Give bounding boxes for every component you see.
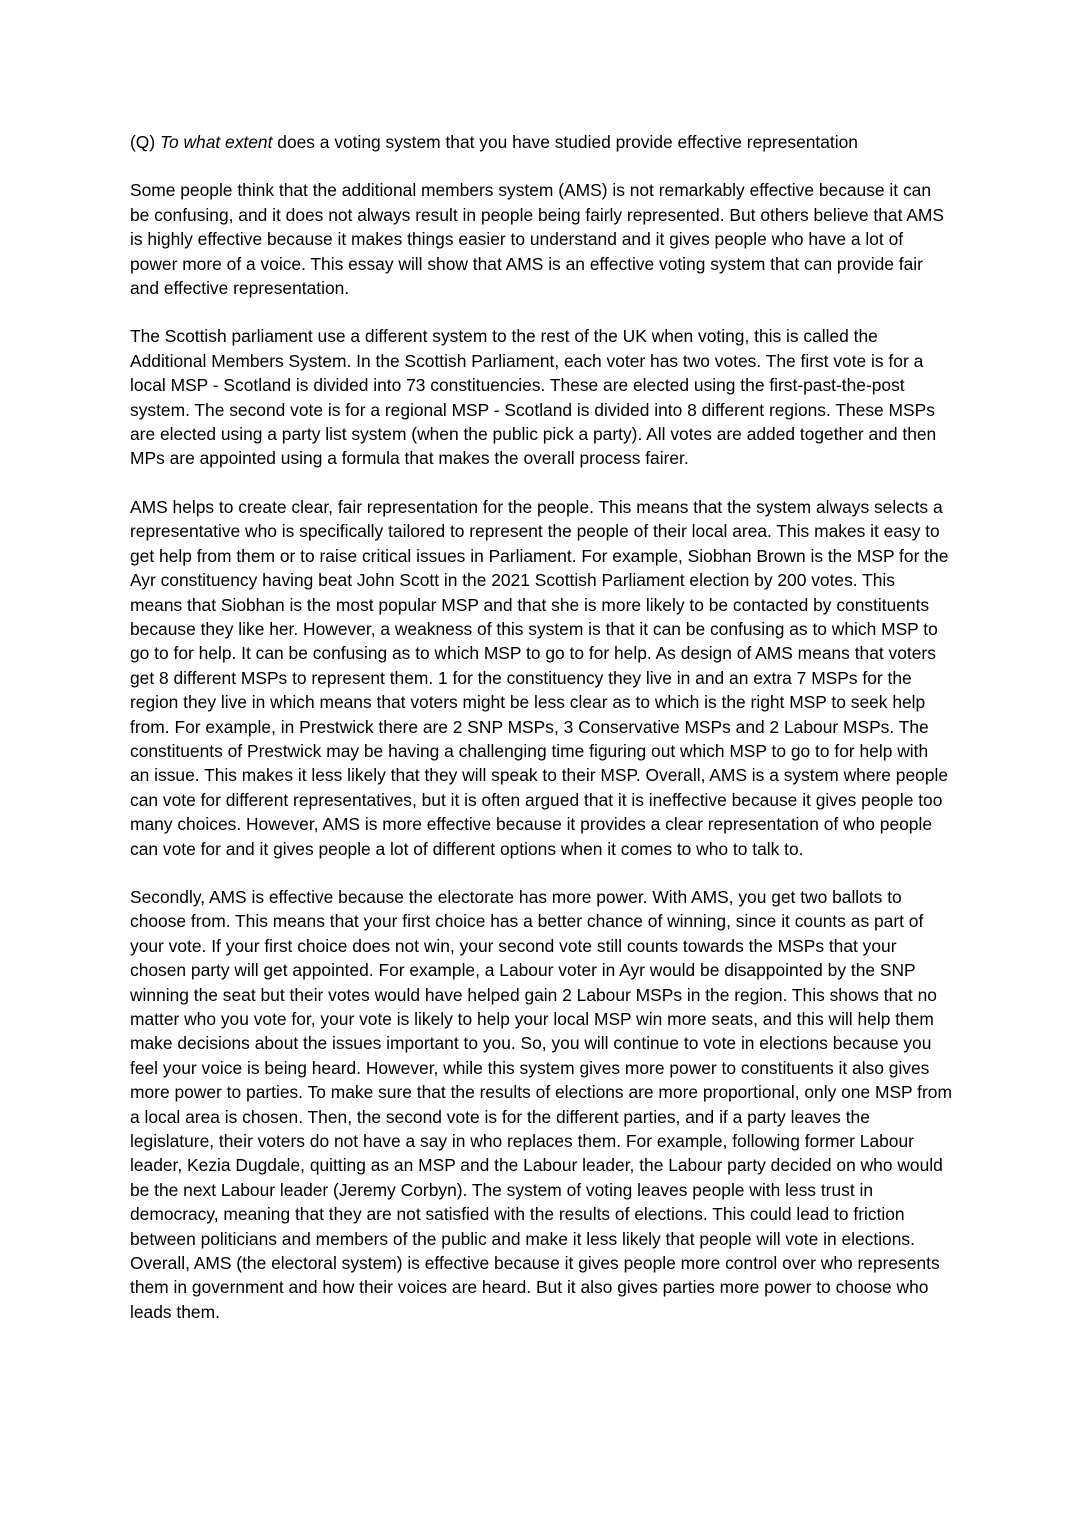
question-prefix: (Q) (130, 132, 160, 152)
paragraph-introduction: Some people think that the additional members system (AMS) is not remarkably effective because it can be confusing, and it does not always result in people being fairly represented. But others believe that AMS is highly effective because it makes things easier to understand and it gives people who have a lot of power more of a voice. This essay will show that AMS is an effective voting system that can provide fair and effective representation. (130, 180, 944, 299)
paragraph-representation: AMS helps to create clear, fair representation for the people. This means that the system always selects a representative who is specifically tailored to represent the people of their local area. This makes it easy to get help from them or to raise critical issues in Parliament. For example, Siobhan Brown is the MSP for the Ayr constituency having beat John Scott in the 2021 Scottish Parliament election by 200 votes. This means that Siobhan is the most popular MSP and that she is more likely to be contacted by constituents because they like her. However, a weakness of this system is that it can be confusing as to which MSP to go to for help. It can be confusing as to which MSP to go to for help. As design of AMS means that voters get 8 different MSPs to represent them. 1 for the constituency they live in and an extra 7 MSPs for the region they live in which means that voters might be less clear as to which is the right MSP to seek help from. For example, in Prestwick there are 2 SNP MSPs, 3 Conservative MSPs and 2 Labour MSPs. The constituents of Prestwick may be having a challenging time figuring out which MSP to go to for help with an issue. This makes it less likely that they will speak to their MSP. Overall, AMS is a system where people can vote for different representatives, but it is often argued that it is ineffective because it gives people too many choices. However, AMS is more effective because it provides a clear representation of who people can vote for and it gives people a lot of different options when it comes to who to talk to. (130, 496, 949, 859)
paragraph-electorate-power: Secondly, AMS is effective because the electorate has more power. With AMS, you get two ballots to choose from. This means that your first choice has a better chance of winning, since it counts as part of your vote. If your first choice does not win, your second vote still counts towards the MSPs that your chosen party will get appointed. For example, a Labour voter in Ayr would be disappointed by the SNP winning the seat but their votes would have helped gain 2 Labour MSPs in the region. This shows that no matter who you vote for, your vote is likely to help your local MSP win more seats, and this will help them make decisions about the issues important to you. So, you will continue to vote in elections because you feel your voice is being heard. However, while this system gives more power to constituents it also gives more power to parties. To make sure that the results of elections are more proportional, only one MSP from a local area is chosen. Then, the second vote is for the different parties, and if a party leaves the legislature, their voters do not have a say in who replaces them. For example, following former Labour leader, Kezia Dugdale, quitting as an MSP and the Labour leader, the Labour party decided on who would be the next Labour leader (Jeremy Corbyn). The system of voting leaves people with less trust in democracy, meaning that they are not satisfied with the results of elections. This could lead to friction between politicians and members of the public and make it less likely that people will vote in elections. Overall, AMS (the electoral system) is effective because it gives people more control over who represents them in government and how their voices are heard. But it also gives parties more power to choose who leads them. (130, 886, 952, 1322)
question-emphasis: To what extent (159, 132, 273, 152)
paragraph-background: The Scottish parliament use a different system to the rest of the UK when voting, this is called the Additional Members System. In the Scottish Parliament, each voter has two votes. The first vote is for a local MSP - Scotland is divided into 73 constituencies. These are elected using the first-past-the-post system. The second vote is for a regional MSP - Scotland is divided into 8 different regions. These MSPs are elected using a party list system (when the public pick a party). All votes are added together and then MPs are appointed using a formula that makes the overall process fairer. (130, 326, 937, 469)
document-page (130, 130, 952, 1348)
question-rest: does a voting system that you have studied provide effective representation (272, 132, 858, 152)
essay-question (130, 130, 952, 154)
